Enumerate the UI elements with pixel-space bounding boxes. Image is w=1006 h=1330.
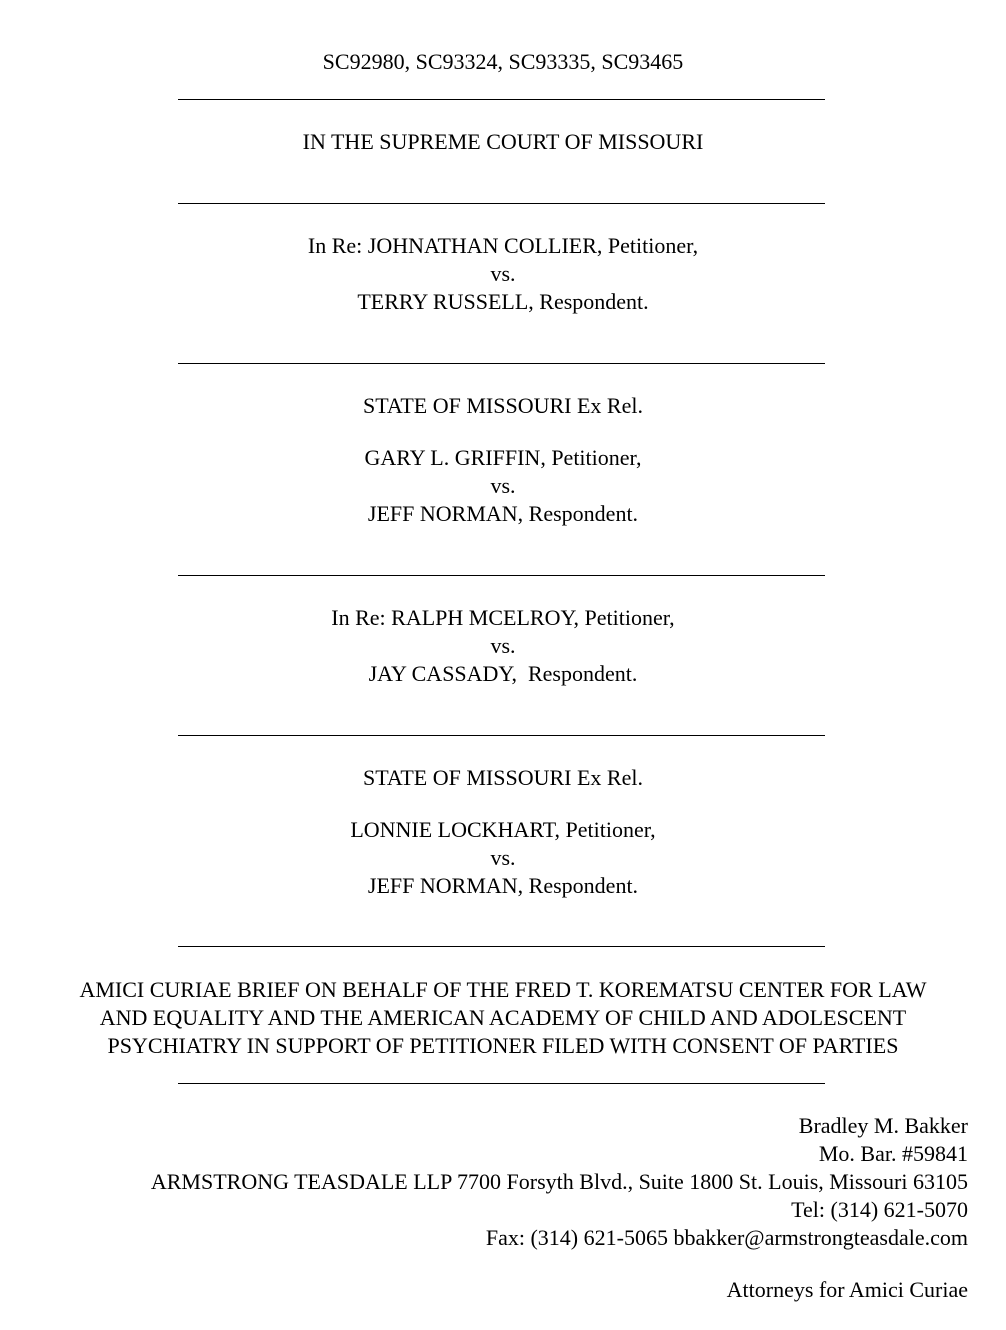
brief-title-line: AMICI CURIAE BRIEF ON BEHALF OF THE FRED T. KOREMATSU CENTER FOR LAW (79, 977, 927, 1002)
horizontal-rule (178, 1083, 825, 1084)
case-2-respondent: JEFF NORMAN, Respondent. (367, 501, 639, 526)
counsel-bar-number: Mo. Bar. #59841 (818, 1141, 968, 1166)
brief-title-line: AND EQUALITY AND THE AMERICAN ACADEMY OF CHILD AND ADOLESCENT (99, 1005, 907, 1030)
case-1-respondent: TERRY RUSSELL, Respondent. (357, 289, 649, 314)
case-4-vs: vs. (490, 845, 516, 870)
brief-title-line: PSYCHIATRY IN SUPPORT OF PETITIONER FILED WITH CONSENT OF PARTIES (107, 1033, 899, 1058)
case-numbers: SC92980, SC93324, SC93335, SC93465 (322, 49, 684, 74)
horizontal-rule (178, 203, 825, 204)
counsel-name: Bradley M. Bakker (798, 1113, 968, 1138)
case-3-petitioner: In Re: RALPH MCELROY, Petitioner, (331, 605, 675, 630)
case-4-relator: STATE OF MISSOURI Ex Rel. (363, 765, 643, 790)
counsel-telephone: Tel: (314) 621-5070 (791, 1197, 968, 1222)
horizontal-rule (178, 575, 825, 576)
court-name: IN THE SUPREME COURT OF MISSOURI (302, 129, 704, 154)
horizontal-rule (178, 946, 825, 947)
case-3-respondent: JAY CASSADY, Respondent. (368, 661, 638, 686)
case-1-petitioner: In Re: JOHNATHAN COLLIER, Petitioner, (307, 233, 699, 258)
case-4-petitioner: LONNIE LOCKHART, Petitioner, (350, 817, 656, 842)
horizontal-rule (178, 99, 825, 100)
case-4-respondent: JEFF NORMAN, Respondent. (367, 873, 639, 898)
case-2-relator: STATE OF MISSOURI Ex Rel. (363, 393, 643, 418)
counsel-firm-address: ARMSTRONG TEASDALE LLP 7700 Forsyth Blvd., Suite 1800 St. Louis, Missouri 63105 (150, 1169, 968, 1194)
case-2-petitioner: GARY L. GRIFFIN, Petitioner, (364, 445, 642, 470)
counsel-role: Attorneys for Amici Curiae (726, 1277, 968, 1302)
horizontal-rule (178, 363, 825, 364)
horizontal-rule (178, 735, 825, 736)
case-2-vs: vs. (490, 473, 516, 498)
counsel-fax-email: Fax: (314) 621-5065 bbakker@armstrongteasdale.com (485, 1225, 968, 1250)
case-1-vs: vs. (490, 261, 516, 286)
case-3-vs: vs. (490, 633, 516, 658)
